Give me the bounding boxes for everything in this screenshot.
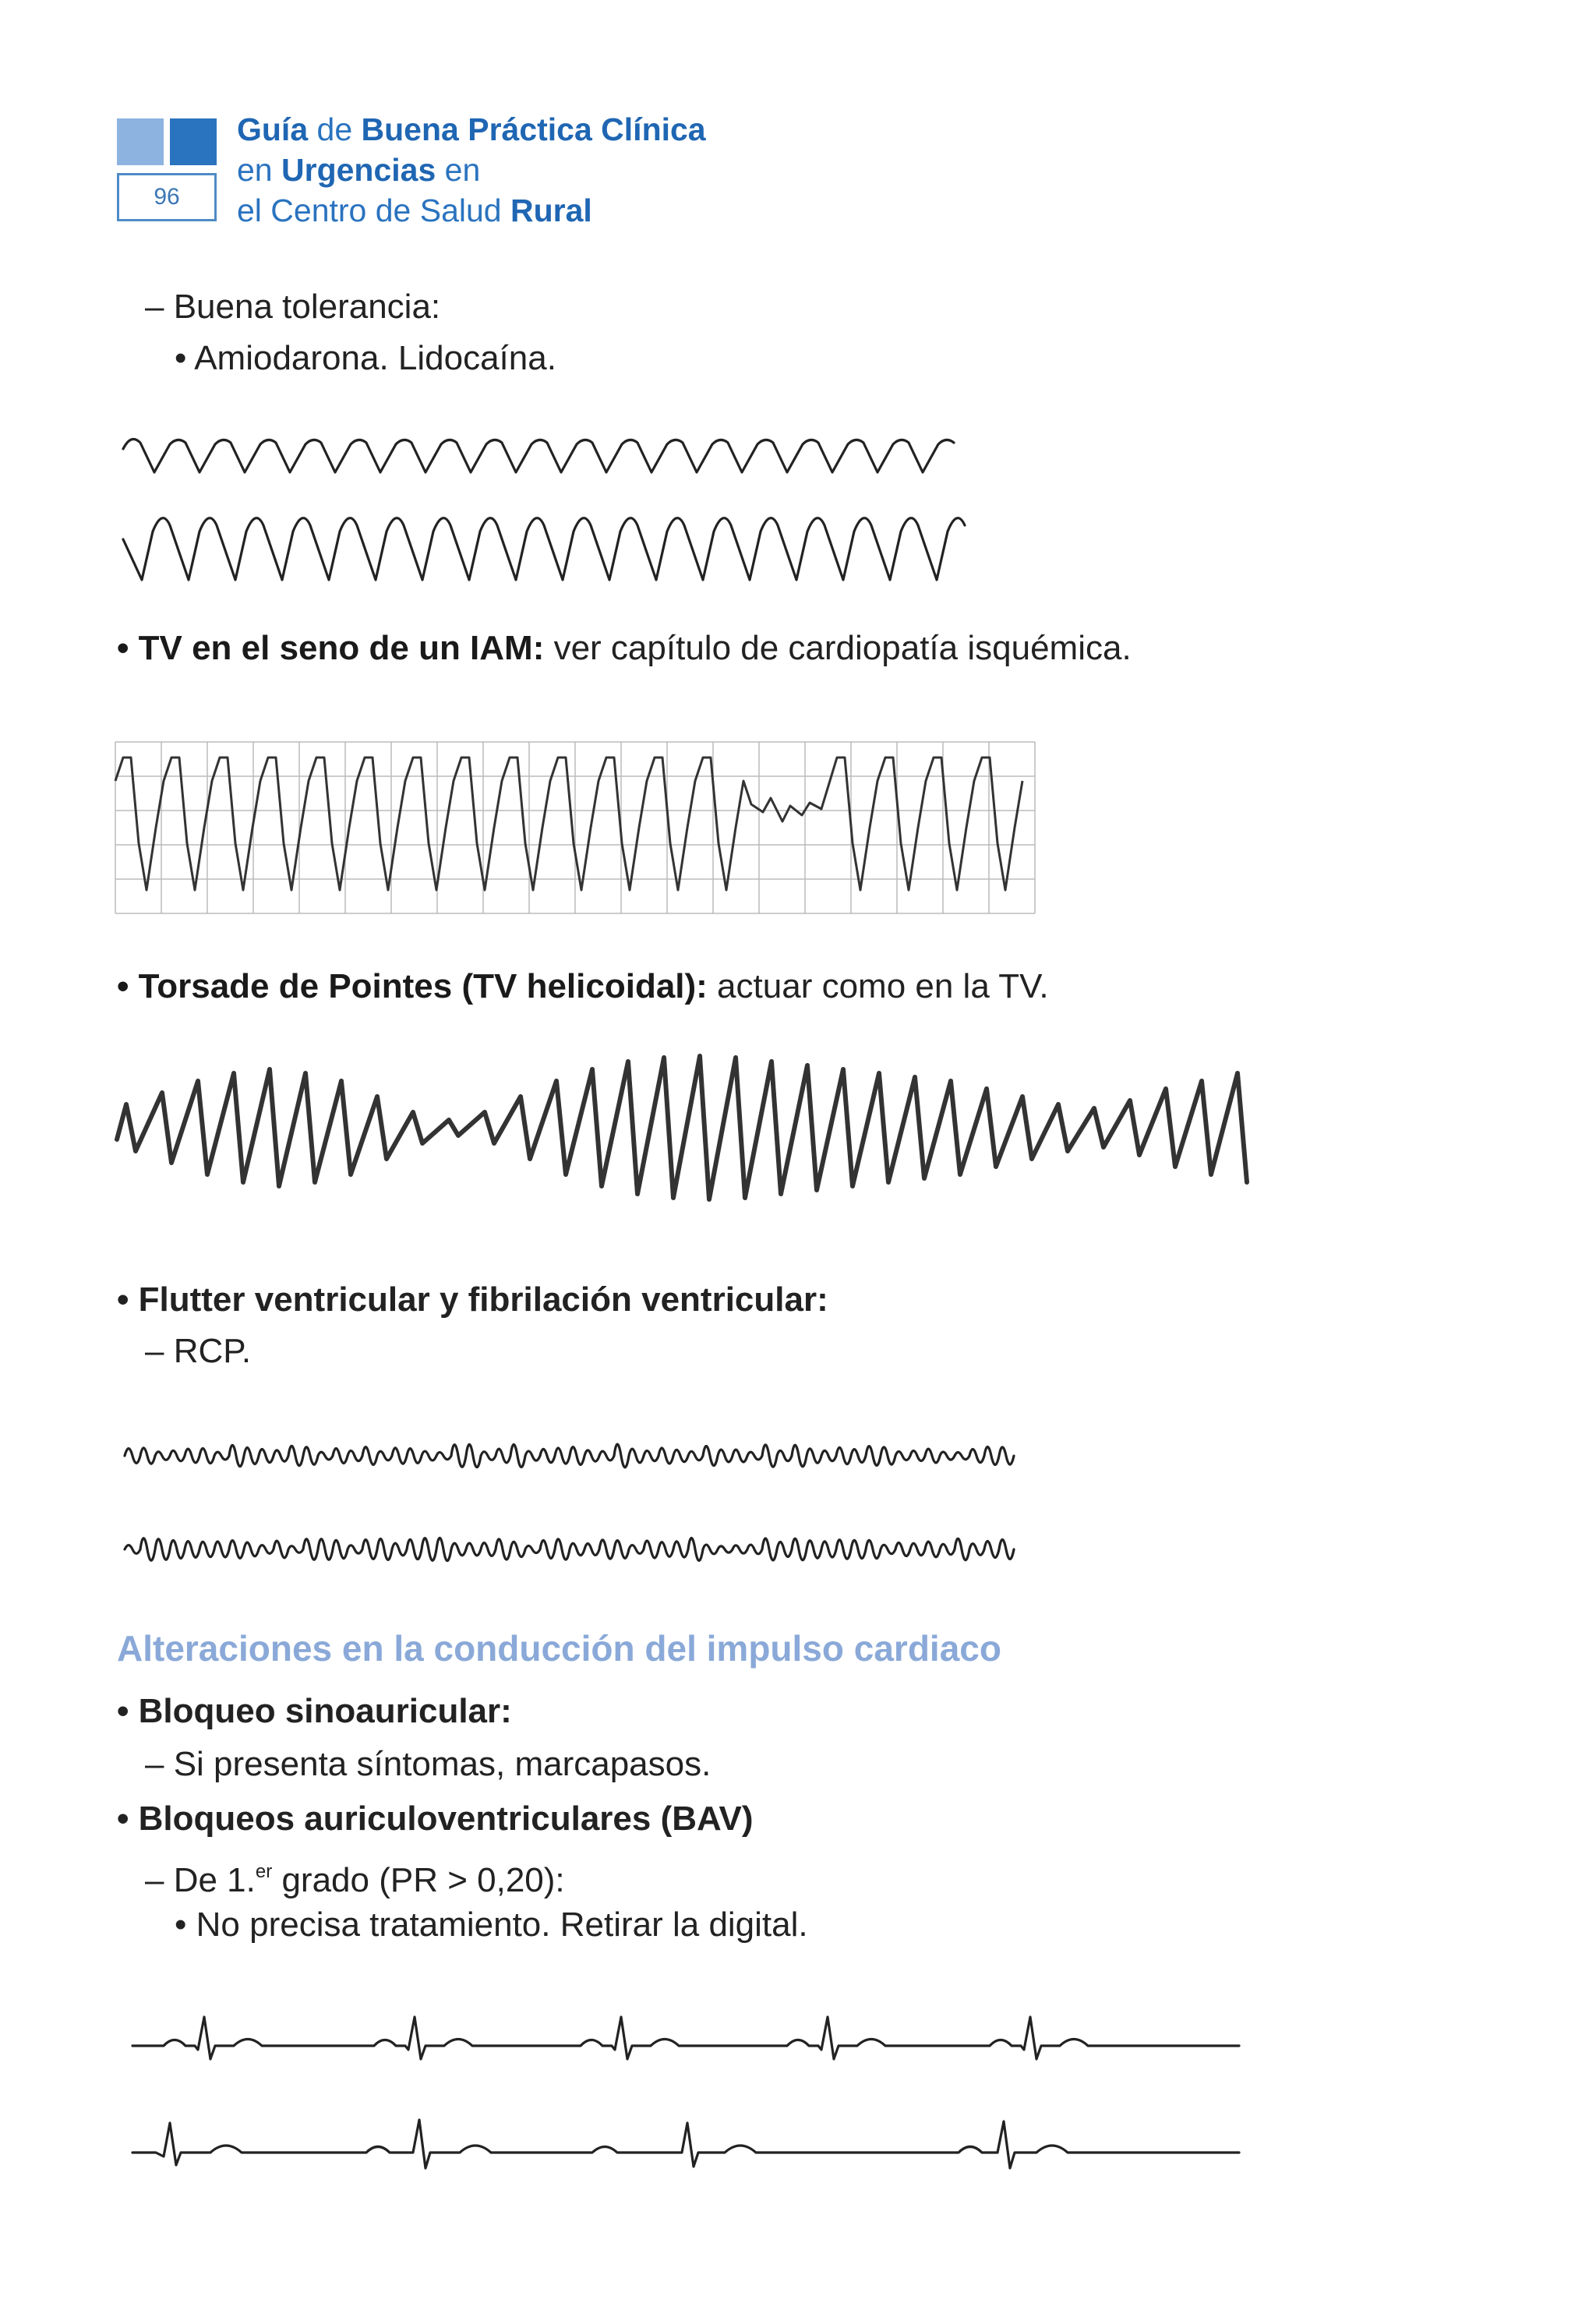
ecg-torsade-de-pointes [117, 1054, 1278, 1202]
ecg-tv-iam-grid [115, 734, 1035, 921]
rcp-item: – RCP. [145, 1332, 252, 1370]
buena-tolerancia: – Buena tolerancia: [145, 288, 441, 326]
header-square-light [117, 118, 164, 165]
ecg-tv-strip-2 [123, 508, 996, 586]
torsade-item: • Torsade de Pointes (TV helicoidal): actuar como en la TV. [117, 967, 1049, 1005]
section-title: Alteraciones en la conducción del impulso cardiaco [117, 1628, 1001, 1669]
ecg-bav-strip-1 [132, 2011, 1255, 2073]
ecg-fibrilacion-strip-2 [125, 1526, 1060, 1581]
page-number: 96 [117, 173, 217, 221]
bav-item: • Bloqueos auriculoventriculares (BAV) [117, 1800, 754, 1838]
amiodarona-item: • Amiodarona. Lidocaína. [175, 339, 556, 377]
ecg-bav-strip-2 [132, 2114, 1255, 2184]
bloqueo-sinoauricular-item: • Bloqueo sinoauricular: [117, 1692, 512, 1730]
no-precisa-item: • No precisa tratamiento. Retirar la digital. [175, 1906, 808, 1944]
si-presenta-item: – Si presenta síntomas, marcapasos. [145, 1745, 711, 1783]
flutter-fibrilacion-item: • Flutter ventricular y fibrilación ventricular: [117, 1280, 828, 1319]
ecg-tv-strip-1 [123, 427, 996, 482]
ecg-fibrilacion-strip-1 [125, 1432, 1060, 1487]
header-square-dark [170, 118, 217, 165]
primer-grado-item: – De 1.$^{er}$ grado (PR > 0,20): [145, 1861, 565, 1899]
guide-title: Guía de Buena Práctica Clínica en Urgencias en el Centro de Salud Rural [237, 111, 706, 228]
tv-iam-item: • TV en el seno de un IAM: ver capítulo de cardiopatía isquémica. [117, 629, 1132, 667]
